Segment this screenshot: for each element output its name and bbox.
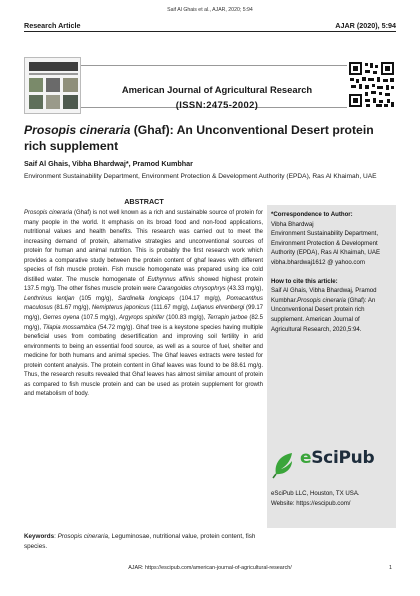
abstract-species-name: Lutjanus ehrenbergi xyxy=(191,305,245,312)
abstract-heading: ABSTRACT xyxy=(124,197,164,206)
abstract-text: (111.67 mg/g), xyxy=(149,305,192,312)
cite-rest: (Ghaf): An Unconventional Desert protein rich supplement. American Journal of Agricultural Research, 2020,5:94. xyxy=(271,296,376,333)
escipub-logo-icon xyxy=(272,450,300,480)
abstract-species-name: Nemipterus japonicus xyxy=(91,305,150,312)
abstract-text: (100.83 mg/g), xyxy=(164,315,208,322)
header-rule xyxy=(24,31,396,32)
abstract-text: (54.72 mg/g). Ghaf tree is a keystone species having multiple beneficial uses from combating desertification and improving soil fertility in arid environments to being an essential food source, as well as a source of fuel, shelter and medicine for both humans and animal species. The Ghaf leaves extracts were tested for protein content analysis. The protein content in Ghaf leaves was found to be 88.61 mg/g. Thus, the research results revealed that Ghaf leaves has almost similar amount of protein as compared to fish muscle protein and can be used as protein supplement for growth and metabolism of body. xyxy=(24,324,264,398)
abstract-species-name: Prosopis cineraria xyxy=(24,210,73,216)
journal-name: American Journal of Agricultural Research xyxy=(121,84,313,95)
abstract-species-name: Gerres oyena xyxy=(42,315,80,322)
journal-banner xyxy=(24,57,396,114)
correspondence-name: Vibha Bhardwaj xyxy=(271,220,314,228)
abstract-text: (99.17 mg/g), xyxy=(24,305,264,322)
publisher-address: eSciPub LLC, Houston, TX USA. xyxy=(271,490,360,497)
page-number: 1 xyxy=(389,565,392,571)
abstract-text: showed highest protein 137.5 mg/g. The other fishes muscle protein were xyxy=(24,276,263,293)
abstract-text: (105 mg/g), xyxy=(74,295,118,302)
escipub-wordmark-rest: SciPub xyxy=(311,448,375,468)
qr-code-icon xyxy=(347,57,396,114)
author-list: Saif Al Ghais, Vibha Bhardwaj*, Pramod Kumbhar xyxy=(24,159,193,168)
article-type-label: Research Article xyxy=(24,21,81,30)
abstract-text: (43.33 mg/g), xyxy=(225,286,263,293)
keywords-species: Prosopis cineraria xyxy=(57,533,109,540)
escipub-wordmark xyxy=(300,448,375,468)
article-citation: AJAR (2020), 5:94 xyxy=(335,21,396,30)
abstract-species-name: Euthynnus affinis xyxy=(147,276,195,283)
abstract-text: (81.67 mg/g), xyxy=(52,305,92,312)
footer-url[interactable]: AJAR: https://escipub.com/american-journal-of-agricultural-research/ xyxy=(128,565,292,571)
keywords: Keywords: Prosopis cineraria, Leguminosae, nutritional value, protein content, fish species. xyxy=(24,533,256,550)
keywords-rest: , Leguminosae, nutritional value, protein content, fish species. xyxy=(24,533,256,550)
publisher-info xyxy=(271,489,393,508)
paper-title-rest: (Ghaf): An Unconventional Desert protein rich supplement xyxy=(24,123,374,153)
abstract-text: (82.5 mg/g), xyxy=(24,315,263,331)
paper-title xyxy=(24,122,396,154)
abstract-species-name: Lenthrinus lentjan xyxy=(24,295,75,302)
abstract-species-name: Tilapia mossambica xyxy=(42,324,97,331)
paper-title-species: Prosopis cineraria xyxy=(24,123,131,137)
cite-authors: Saif Al Ghais, Vibha Bhardwaj, Pramod Kumbhar. xyxy=(271,287,377,304)
abstract-species-name: Pomacanthus maculosus xyxy=(24,295,264,312)
abstract-species-name: Sardinella longiceps xyxy=(117,295,175,302)
article-info-sidebar xyxy=(267,205,396,528)
cite-heading: How to cite this article: xyxy=(271,277,338,285)
abstract-species-name: Carangoides chrysophrys xyxy=(157,286,226,293)
keywords-label: Keywords xyxy=(24,533,55,540)
author-affiliation: Environment Sustainability Department, Environment Protection & Development Authority (EPDA), Ras Al Khaimah, UAE xyxy=(24,173,377,180)
abstract-text: (107.5 mg/g), xyxy=(79,315,119,322)
journal-cover-icon xyxy=(24,57,81,114)
journal-issn: (ISSN:2475-2002) xyxy=(175,99,259,110)
correspondence-heading: *Correspondence to Author: xyxy=(271,211,353,218)
correspondence-email: vibha.bhardwaj1612 @ yahoo.com xyxy=(271,258,365,266)
abstract-species-name: Terrapin jarboe xyxy=(207,315,248,322)
escipub-wordmark-prefix: e xyxy=(300,448,312,468)
abstract-text: (104.17 mg/g), xyxy=(174,295,227,302)
cite-species: Prosopis cineraria xyxy=(297,296,346,304)
cite-text xyxy=(271,286,391,334)
running-head: Saif Al Ghais et al., AJAR, 2020; 5:94 xyxy=(167,7,253,13)
escipub-logo xyxy=(272,450,392,484)
abstract-body xyxy=(24,209,263,400)
abstract-species-name: Argyrops spinifer xyxy=(119,315,165,322)
abstract-text: (Ghaf) is not well known as a rich and sustainable source of protein for many people in the world. It emphasis on its broad food and non-food applications, nutritional values and health benefits. This research was carried out to meet the increasing demand of protein, alternative strategies and unconventional sources of protein for human and animal nutrition. This is probably the first research work which provides a comparative study between the protein content of ghaf leaves with different species of fish muscle protein. Fish muscle homogenate was prepared using ice cold distilled water. The muscle homogenate of xyxy=(24,210,263,283)
publisher-website[interactable]: Website: https://escipub.com/ xyxy=(271,499,351,507)
correspondence-address: Environment Sustainability Department, Environment Protection & Development Authority (EPDA), Ras Al Khaimah, UAE xyxy=(271,230,381,257)
